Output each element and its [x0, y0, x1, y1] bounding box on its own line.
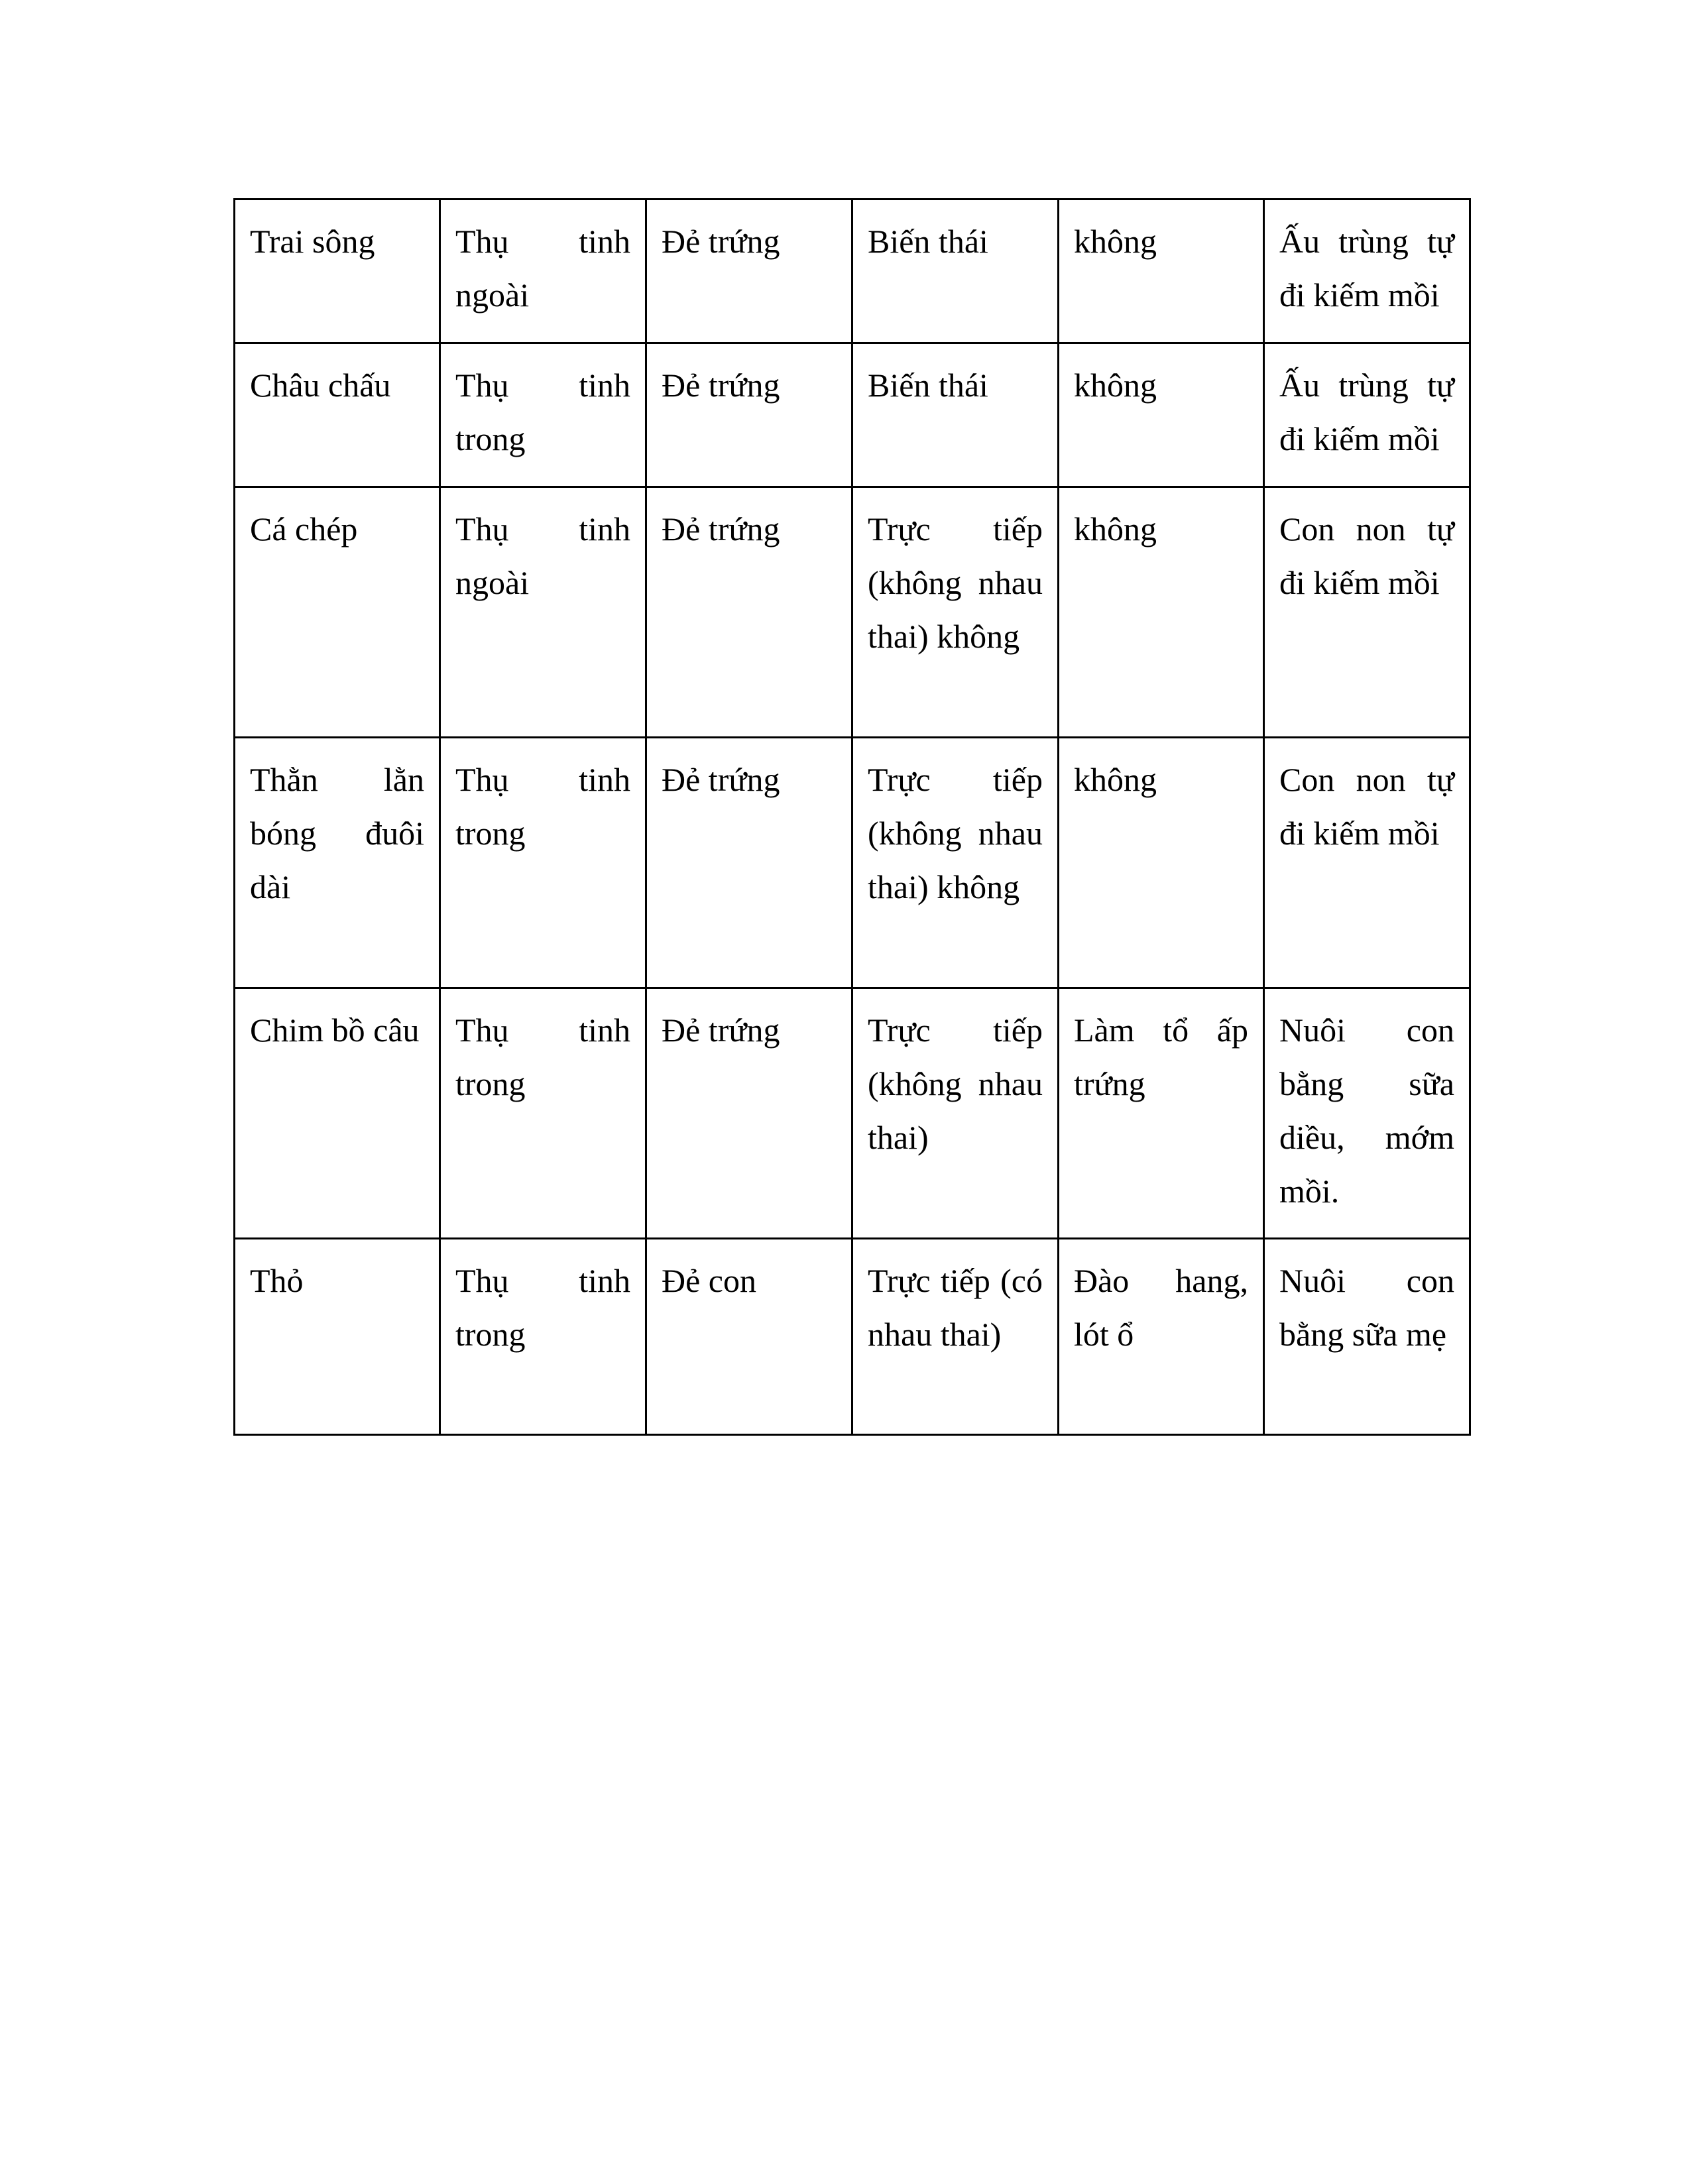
cell-raising [1264, 200, 1470, 343]
cell-text: Thụ tinh trong [455, 1011, 630, 1102]
cell-fertilization [440, 200, 646, 343]
cell-animal [235, 487, 440, 738]
cell-text: Thụ tinh ngoài [455, 223, 630, 314]
table-row [235, 738, 1470, 988]
cell-text: Con non tự đi kiếm mồi [1279, 510, 1454, 601]
cell-birth [646, 988, 852, 1239]
cell-text: Chim bồ câu [250, 1011, 420, 1049]
cell-care [1059, 343, 1264, 487]
cell-text: Ấu trùng tự đi kiếm mồi [1279, 223, 1454, 314]
cell-text: Đẻ trứng [662, 510, 780, 547]
cell-text: Nuôi con bằng sữa diều, mớm mồi. [1279, 1011, 1454, 1210]
cell-animal [235, 200, 440, 343]
cell-text: Đào hang, lót ổ [1074, 1262, 1248, 1353]
table-row [235, 200, 1470, 343]
cell-care [1059, 200, 1264, 343]
cell-text: Cá chép [250, 510, 358, 547]
cell-text: Trực tiếp (không nhau thai) không [868, 510, 1043, 655]
cell-text: Thằn lằn bóng đuôi dài [250, 761, 424, 905]
cell-text: Trực tiếp (không nhau thai) không [868, 761, 1043, 905]
cell-birth [646, 343, 852, 487]
table-row [235, 487, 1470, 738]
cell-text: Thụ tinh trong [455, 367, 630, 457]
cell-animal [235, 343, 440, 487]
cell-care [1059, 988, 1264, 1239]
cell-text: Làm tổ ấp trứng [1074, 1011, 1248, 1102]
cell-text: Thụ tinh ngoài [455, 510, 630, 601]
cell-fertilization [440, 738, 646, 988]
cell-text: không [1074, 510, 1157, 547]
cell-text: Biến thái [868, 367, 988, 404]
cell-development [852, 738, 1059, 988]
cell-text: không [1074, 223, 1157, 260]
cell-text: Đẻ con [662, 1262, 756, 1299]
cell-fertilization [440, 487, 646, 738]
cell-fertilization [440, 343, 646, 487]
cell-fertilization [440, 988, 646, 1239]
cell-text: Con non tự đi kiếm mồi [1279, 761, 1454, 852]
cell-text: Thụ tinh trong [455, 761, 630, 852]
cell-development [852, 487, 1059, 738]
cell-animal [235, 1239, 440, 1435]
cell-raising [1264, 988, 1470, 1239]
cell-development [852, 200, 1059, 343]
cell-text: Ấu trùng tự đi kiếm mồi [1279, 367, 1454, 457]
cell-fertilization [440, 1239, 646, 1435]
cell-text: Đẻ trứng [662, 1011, 780, 1049]
cell-animal [235, 738, 440, 988]
cell-care [1059, 487, 1264, 738]
cell-birth [646, 200, 852, 343]
cell-text: Trực tiếp (không nhau thai) [868, 1011, 1043, 1156]
cell-text: Trực tiếp (có nhau thai) [868, 1262, 1043, 1353]
cell-text: Đẻ trứng [662, 223, 780, 260]
cell-text: Thụ tinh trong [455, 1262, 630, 1353]
cell-care [1059, 1239, 1264, 1435]
cell-animal [235, 988, 440, 1239]
cell-text: Trai sông [250, 223, 375, 260]
cell-development [852, 343, 1059, 487]
cell-development [852, 988, 1059, 1239]
cell-text: Nuôi con bằng sữa mẹ [1279, 1262, 1454, 1353]
cell-text: Thỏ [250, 1262, 304, 1299]
cell-text: không [1074, 761, 1157, 798]
cell-text: Biến thái [868, 223, 988, 260]
table-row [235, 1239, 1470, 1435]
cell-raising [1264, 738, 1470, 988]
cell-birth [646, 738, 852, 988]
cell-text: Đẻ trứng [662, 367, 780, 404]
reproduction-comparison-table [233, 198, 1471, 1436]
cell-care [1059, 738, 1264, 988]
cell-raising [1264, 1239, 1470, 1435]
table-row [235, 988, 1470, 1239]
cell-raising [1264, 343, 1470, 487]
table-row [235, 343, 1470, 487]
cell-birth [646, 1239, 852, 1435]
cell-text: Châu chấu [250, 367, 391, 404]
cell-raising [1264, 487, 1470, 738]
cell-text: Đẻ trứng [662, 761, 780, 798]
cell-birth [646, 487, 852, 738]
cell-text: không [1074, 367, 1157, 404]
cell-development [852, 1239, 1059, 1435]
